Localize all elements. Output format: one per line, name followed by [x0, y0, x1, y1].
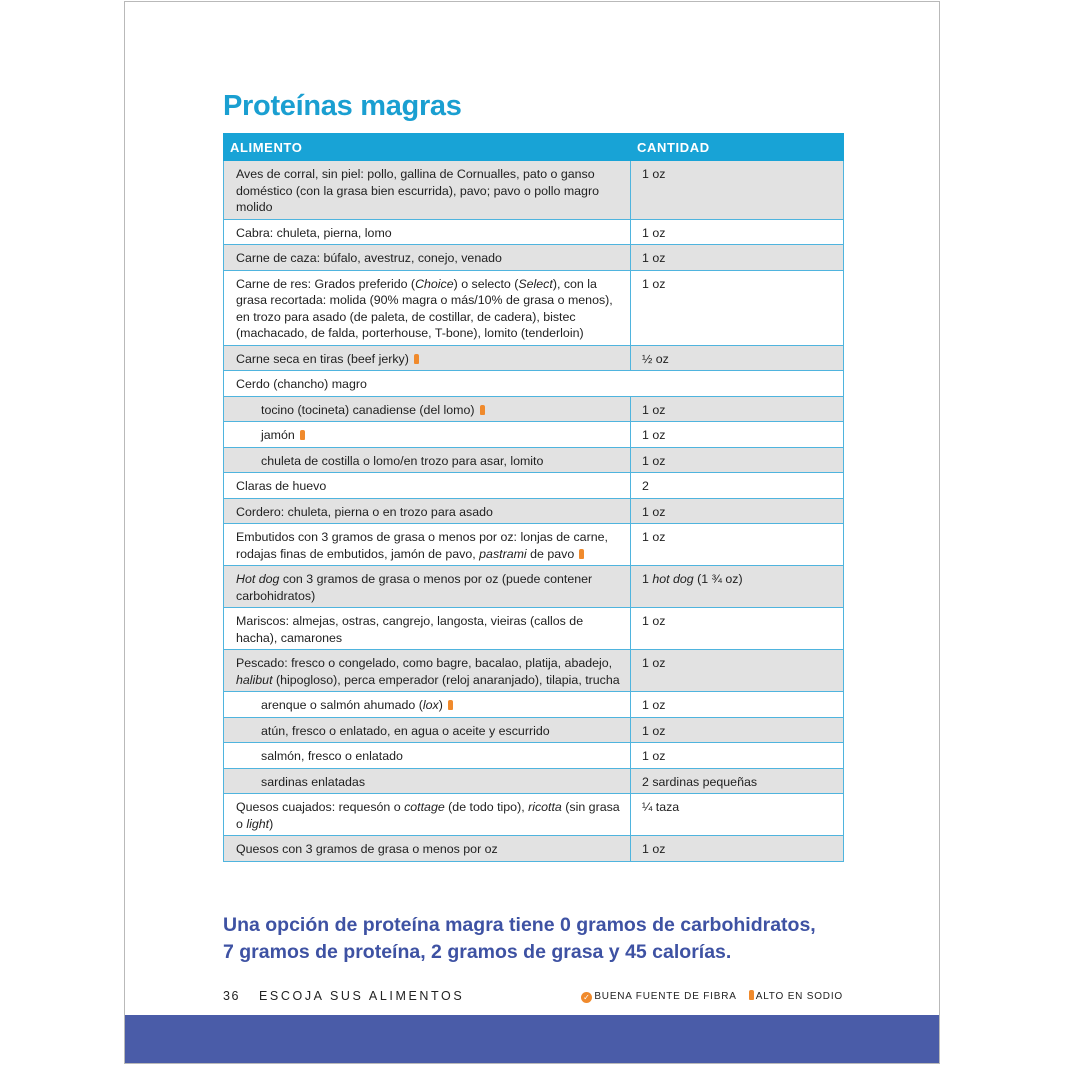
food-cell	[224, 396, 631, 422]
food-text: Carne de caza: búfalo, avestruz, conejo, venado	[236, 251, 502, 265]
quantity-cell	[631, 566, 844, 608]
food-cell	[224, 245, 631, 271]
food-cell	[224, 371, 844, 397]
text-segment: arenque o salmón ahumado (	[261, 698, 423, 712]
quantity-cell: 2 sardinas pequeñas	[631, 768, 844, 794]
table-row	[224, 768, 844, 794]
table-row	[224, 396, 844, 422]
text-segment: Quesos cuajados: requesón o	[236, 800, 405, 814]
table-row	[224, 524, 844, 566]
table-row	[224, 743, 844, 769]
quantity-cell: 1 oz	[631, 396, 844, 422]
italic-term: cottage	[404, 800, 445, 814]
food-cell	[224, 836, 631, 862]
text-segment: Pescado: fresco o congelado, como bagre, bacalao, platija, abadejo,	[236, 656, 613, 670]
italic-term: halibut	[236, 672, 273, 687]
food-cell	[224, 608, 631, 650]
table-row	[224, 498, 844, 524]
food-cell	[224, 270, 631, 345]
summary-line-2: 7 gramos de proteína, 2 gramos de grasa y 45 calorías.	[223, 941, 732, 963]
text-segment: Embutidos con 3 gramos de grasa o menos por oz: lonjas de carne, rodajas finas de embutidos, jamón de pavo,	[236, 530, 608, 561]
page-footer	[223, 989, 843, 1005]
high-sodium-icon	[480, 405, 485, 415]
food-text: Aves de corral, sin piel: pollo, gallina de Cornualles, pato o ganso doméstico (con la grasa bien escurrida), pavo; pavo o pollo magro molido	[236, 167, 599, 214]
table-row	[224, 794, 844, 836]
quantity-cell: 1 oz	[631, 498, 844, 524]
italic-term: ricotta	[528, 800, 562, 814]
section-title: ESCOJA SUS ALIMENTOS	[259, 989, 465, 1003]
high-sodium-icon	[300, 430, 305, 440]
table-row	[224, 717, 844, 743]
text-segment: (1 ¾ oz)	[693, 572, 743, 586]
page	[124, 1, 940, 1064]
high-sodium-icon	[414, 354, 419, 364]
food-text: sardinas enlatadas	[261, 774, 366, 789]
table-row	[224, 650, 844, 692]
food-text: chuleta de costilla o lomo/en trozo para asar, lomito	[261, 453, 544, 468]
table-row	[224, 608, 844, 650]
text-segment: de pavo	[526, 546, 575, 561]
food-text: Cerdo (chancho) magro	[236, 377, 367, 391]
food-table	[223, 133, 844, 862]
table-row	[224, 161, 844, 220]
food-cell	[224, 161, 631, 220]
food-cell	[224, 768, 631, 794]
food-text: Mariscos: almejas, ostras, cangrejo, langosta, vieiras (callos de hacha), camarones	[236, 614, 584, 645]
table-row	[224, 422, 844, 448]
quantity-cell: 1 oz	[631, 447, 844, 473]
food-cell	[224, 498, 631, 524]
table-row	[224, 219, 844, 245]
food-cell	[224, 794, 631, 836]
food-text: Claras de huevo	[236, 479, 327, 493]
page-title: Proteínas magras	[223, 90, 462, 122]
quantity-cell: 1 oz	[631, 692, 844, 718]
italic-term: hot dog	[652, 572, 694, 586]
text-segment: ), con la grasa recortada: molida (90% magra o más/10% de grasa o menos), en trozo para asado (de paleta, de costillar, de cadera), bistec (machacado, de falda, porterhouse, T-bone), lomito (tenderloin)	[236, 276, 613, 340]
high-sodium-icon	[448, 700, 453, 710]
table-row	[224, 371, 844, 397]
italic-term: lox	[422, 698, 439, 712]
quantity-cell: 1 oz	[631, 422, 844, 448]
italic-term: pastrami	[479, 546, 527, 561]
table-row	[224, 345, 844, 371]
summary-line-1: Una opción de proteína magra tiene 0 gramos de carbohidratos,	[223, 914, 816, 936]
table-body	[224, 161, 844, 862]
food-text: jamón	[261, 428, 295, 442]
quantity-cell: 1 oz	[631, 161, 844, 220]
table-row	[224, 270, 844, 345]
quantity-cell: 1 oz	[631, 650, 844, 692]
footer-band	[125, 1015, 939, 1063]
food-text: Cordero: chuleta, pierna o en trozo para asado	[236, 504, 493, 519]
text-segment: con 3 gramos de grasa o menos por oz (puede contener carbohidratos)	[236, 572, 593, 603]
legend-fiber-label: BUENA FUENTE DE FIBRA	[594, 991, 737, 1002]
quantity-cell: 1 oz	[631, 524, 844, 566]
table-row	[224, 473, 844, 499]
food-cell	[224, 692, 631, 718]
legend	[581, 990, 843, 1003]
quantity-cell: 1 oz	[631, 608, 844, 650]
food-cell	[224, 717, 631, 743]
text-segment: 1	[642, 572, 653, 586]
legend-sodium-label: ALTO EN SODIO	[755, 991, 843, 1002]
high-sodium-icon	[579, 549, 584, 559]
food-text: Cabra: chuleta, pierna, lomo	[236, 225, 392, 240]
table-header-row	[224, 134, 844, 161]
food-text: atún, fresco o enlatado, en agua o aceite y escurrido	[261, 723, 550, 738]
quantity-cell: 2	[631, 473, 844, 499]
text-segment: ) o selecto (	[453, 276, 519, 291]
quantity-cell: 1 oz	[631, 836, 844, 862]
sodium-icon	[749, 990, 754, 1000]
table-row	[224, 692, 844, 718]
food-cell	[224, 345, 631, 371]
fiber-check-icon: ✓	[583, 993, 591, 1002]
text-segment: )	[438, 698, 443, 712]
quantity-cell: 1 oz	[631, 270, 844, 345]
quantity-cell: ½ oz	[631, 345, 844, 371]
nutrition-summary	[223, 912, 843, 966]
italic-term: light	[246, 816, 270, 831]
italic-term: Hot dog	[236, 572, 280, 586]
italic-term: Select	[518, 276, 553, 291]
text-segment: (hipogloso), perca emperador (reloj anaranjado), tilapia, trucha	[272, 672, 620, 687]
food-cell	[224, 524, 631, 566]
page-number: 36	[223, 989, 240, 1003]
table-row	[224, 245, 844, 271]
food-text: Quesos con 3 gramos de grasa o menos por oz	[236, 842, 498, 856]
food-text: tocino (tocineta) canadiense (del lomo)	[261, 402, 475, 417]
food-cell	[224, 650, 631, 692]
food-cell	[224, 566, 631, 608]
food-text: salmón, fresco o enlatado	[261, 749, 403, 763]
quantity-cell: 1 oz	[631, 219, 844, 245]
food-cell	[224, 447, 631, 473]
table-row	[224, 566, 844, 608]
table-row	[224, 447, 844, 473]
quantity-cell: 1 oz	[631, 245, 844, 271]
text-segment: )	[269, 816, 274, 831]
food-cell	[224, 219, 631, 245]
quantity-cell: 1 oz	[631, 743, 844, 769]
food-cell	[224, 422, 631, 448]
column-header-food: ALIMENTO	[224, 134, 631, 161]
text-segment: (sin grasa o	[236, 800, 620, 831]
food-text: Carne seca en tiras (beef jerky)	[236, 351, 409, 366]
food-cell	[224, 743, 631, 769]
text-segment: (de todo tipo),	[444, 800, 529, 814]
food-cell	[224, 473, 631, 499]
text-segment: Carne de res: Grados preferido (	[236, 276, 416, 291]
quantity-cell: ¼ taza	[631, 794, 844, 836]
italic-term: Choice	[415, 276, 454, 291]
column-header-quantity: CANTIDAD	[631, 134, 844, 161]
table-row	[224, 836, 844, 862]
quantity-cell: 1 oz	[631, 717, 844, 743]
